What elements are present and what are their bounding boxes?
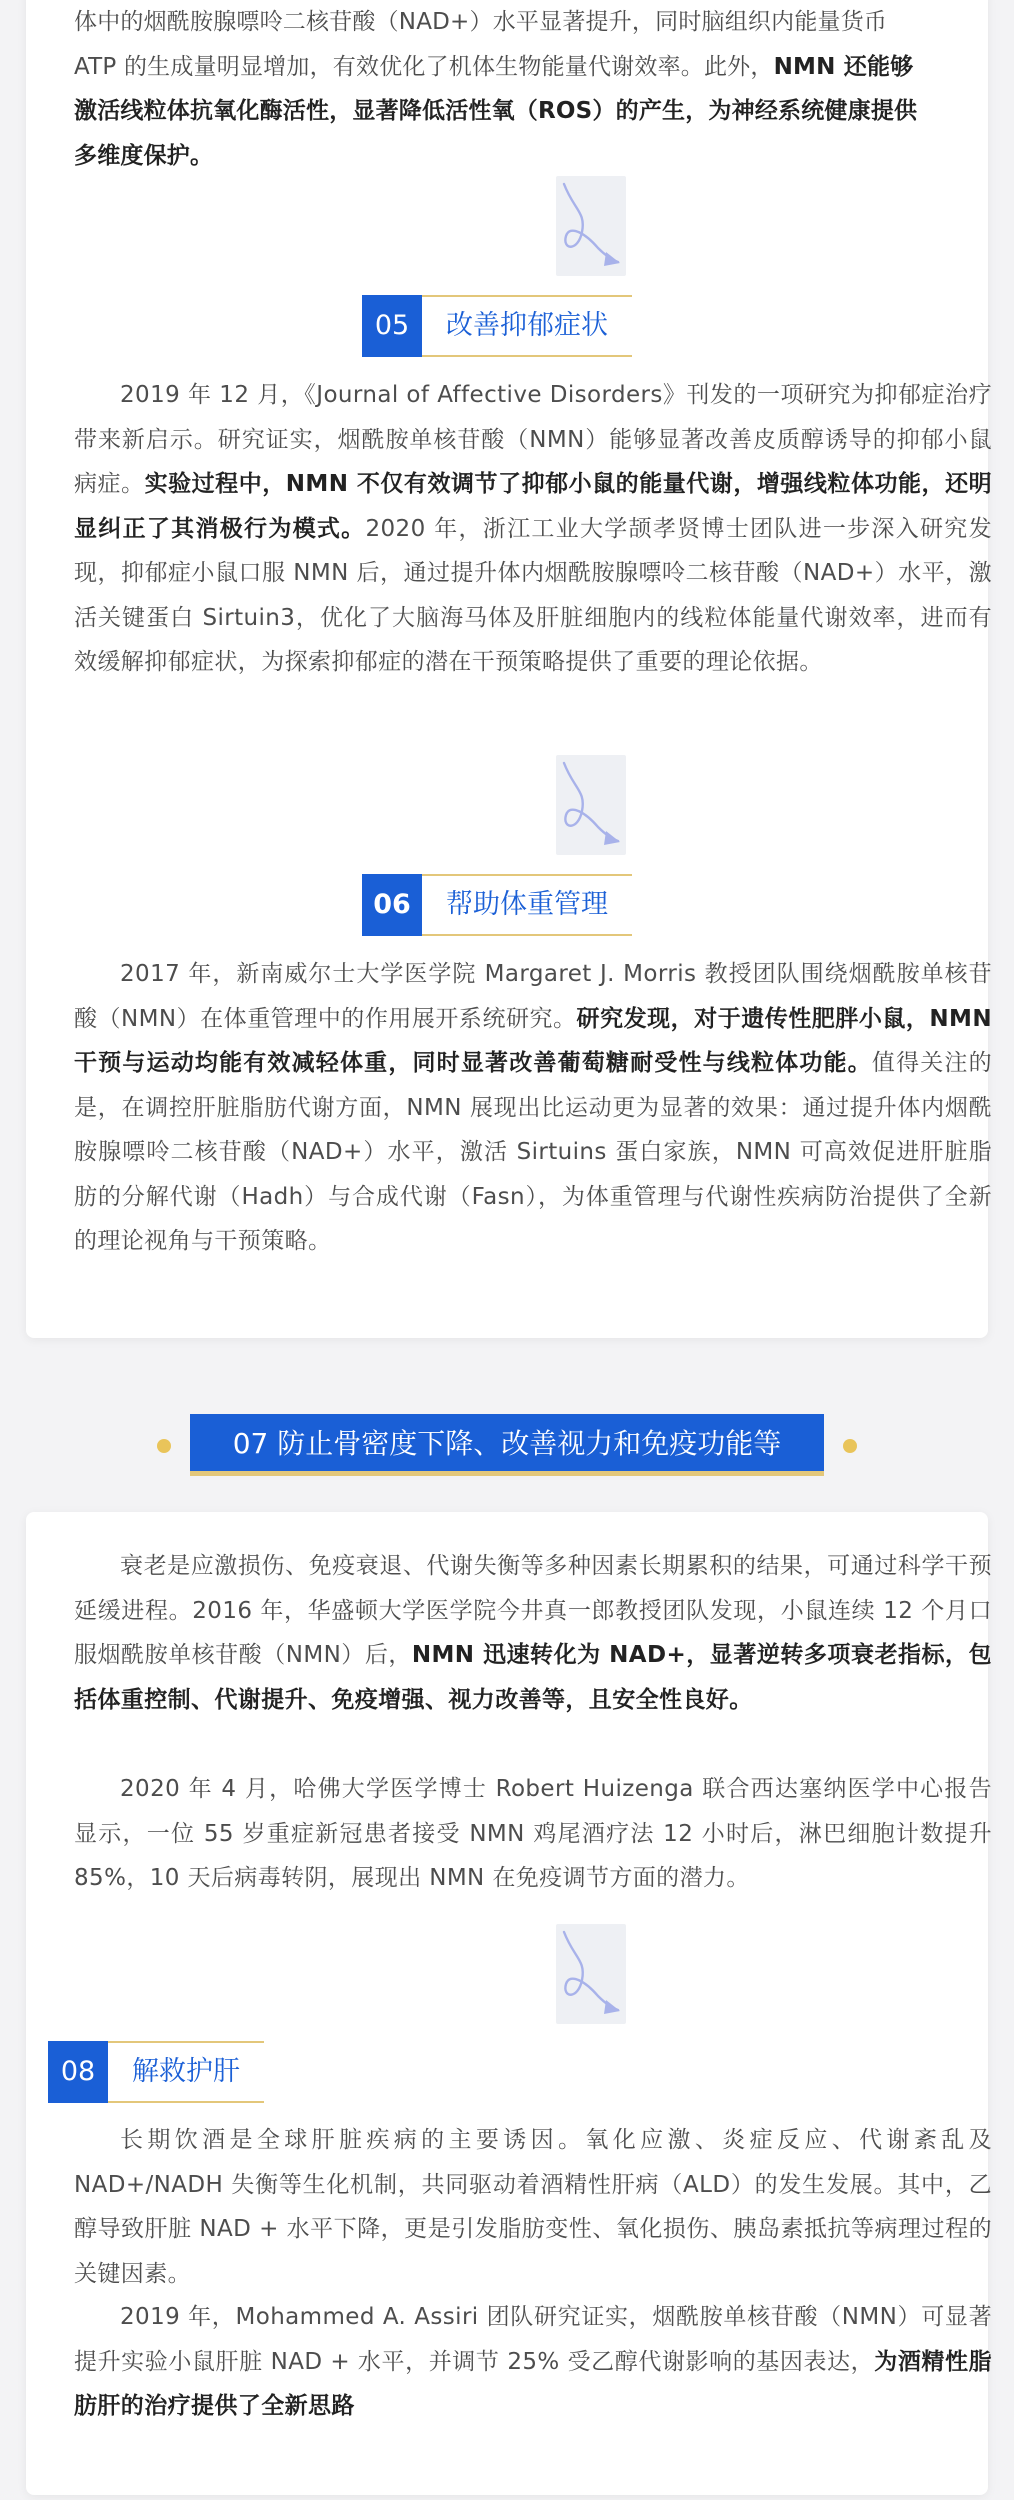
section-title: 解救护肝 <box>108 2041 264 2103</box>
intro-line-2: ATP 的生成量明显增加，有效优化了机体生物能量代谢效率。此外， <box>74 53 774 80</box>
intro-paragraph <box>74 0 992 178</box>
curly-arrow-down-icon <box>556 755 626 855</box>
section-number-badge: 08 <box>48 2041 108 2103</box>
section-08-paragraph-1 <box>74 2118 992 2296</box>
section-title: 改善抑郁症状 <box>422 295 632 357</box>
text-span: 衰老是应激损伤、免疫衰退、代谢失衡等多种因素长期累积的结果，可通过科学干预延缓进程。2016 年，华盛顿大学医学院今井真一郎教授团队发现，小鼠连续 12 个月口服烟酰胺单核苷酸（NMN）后， <box>74 1553 992 1668</box>
text-span: 2019 年 12 月，《Journal of Affective Disorders》刊发的一项研究为抑郁症治疗带来新启示。研究证实，烟酰胺单核苷酸（NMN）能够显著改善皮质醇诱导的抑郁小鼠病症。 <box>74 382 992 497</box>
bold-text-span: 为酒精性脂肪肝的治疗提供了全新思路 <box>74 2348 993 2419</box>
section-05-paragraph <box>74 373 992 685</box>
text-span: 2020 年 4 月，哈佛大学医学博士 Robert Huizenga 联合西达塞纳医学中心报告显示，一位 55 岁重症新冠患者接受 NMN 鸡尾酒疗法 12 小时后，淋巴细胞计数提升 85%，10 天后病毒转阴，展现出 NMN 在免疫调节方面的潜力。 <box>74 1776 992 1891</box>
text-span: 2020 年，浙江工业大学颉孝贤博士团队进一步深入研究发现，抑郁症小鼠口服 NMN 后，通过提升体内烟酰胺腺嘌呤二核苷酸（NAD+）水平，激活关键蛋白 Sirtuin3，优化了大脑海马体及肝脏细胞内的线粒体能量代谢效率，进而有效缓解抑郁症状，为探索抑郁症的潜在干预策略提供了重要的理论依据。 <box>74 515 992 675</box>
section-07-paragraph-2 <box>74 1767 992 1901</box>
section-08-paragraph-2 <box>74 2295 992 2429</box>
intro-line-3-bold: 激活线粒体抗氧化酶活性，显著降低活性氧（ROS）的产生，为神经系统健康提供 <box>74 98 918 124</box>
section-07-paragraph-1 <box>74 1544 992 1722</box>
article-card-lower <box>26 1512 993 2495</box>
banner-dot-right <box>843 1439 857 1453</box>
article-card-upper <box>26 0 993 1338</box>
section-title: 帮助体重管理 <box>422 874 632 936</box>
bold-text-span: 实验过程中，NMN 不仅有效调节了抑郁小鼠的能量代谢，增强线粒体功能，还明显纠正了其消极行为模式。 <box>74 471 992 542</box>
intro-line-1: 体中的烟酰胺腺嘌呤二核苷酸（NAD+）水平显著提升，同时脑组织内能量货币 <box>74 9 888 35</box>
intro-line-4-bold: 多维度保护。 <box>74 142 214 169</box>
bold-text-span: 研究发现，对于遗传性肥胖小鼠，NMN 干预与运动均能有效减轻体重，同时显著改善葡萄糖耐受性与线粒体功能。 <box>74 1005 992 1076</box>
text-span: 值得关注的是，在调控肝脏脂肪代谢方面，NMN 展现出比运动更为显著的效果：通过提升体内烟酰胺腺嘌呤二核苷酸（NAD+）水平，激活 Sirtuins 蛋白家族，NMN 可高效促进肝脏脂肪的分解代谢（Hadh）与合成代谢（Fasn），为体重管理与代谢性疾病防治提供了全新的理论视角与干预策略。 <box>74 1050 993 1254</box>
text-span: 长期饮酒是全球肝脏疾病的主要诱因。氧化应激、炎症反应、代谢紊乱及 NAD+/NADH 失衡等生化机制，共同驱动着酒精性肝病（ALD）的发生发展。其中，乙醇导致肝脏 NAD + 水平下降，更是引发脂肪变性、氧化损伤、胰岛素抵抗等病理过程的关键因素。 <box>74 2127 992 2287</box>
text-span: 2017 年，新南威尔士大学医学院 Margaret J. Morris 教授团队围绕烟酰胺单核苷酸（NMN）在体重管理中的作用展开系统研究。 <box>74 961 992 1032</box>
section-banner-07 <box>0 1405 1014 1485</box>
curly-arrow-down-icon <box>556 176 626 276</box>
banner-dot-left <box>157 1439 171 1453</box>
text-span: 2019 年，Mohammed A. Assiri 团队研究证实，烟酰胺单核苷酸（NMN）可显著提升实验小鼠肝脏 NAD + 水平，并调节 25% 受乙醇代谢影响的基因表达， <box>74 2304 992 2375</box>
bold-text-span: NMN 迅速转化为 NAD+，显著逆转多项衰老指标，包括体重控制、代谢提升、免疫增强、视力改善等，且安全性良好。 <box>74 1642 992 1713</box>
banner-title: 07 防止骨密度下降、改善视力和免疫功能等 <box>190 1414 824 1476</box>
section-number-badge: 06 <box>362 874 422 936</box>
section-number-badge: 05 <box>362 295 422 357</box>
curly-arrow-down-icon <box>556 1924 626 2024</box>
intro-line-2-bold: NMN 还能够 <box>773 53 914 80</box>
section-06-paragraph <box>74 952 992 1264</box>
